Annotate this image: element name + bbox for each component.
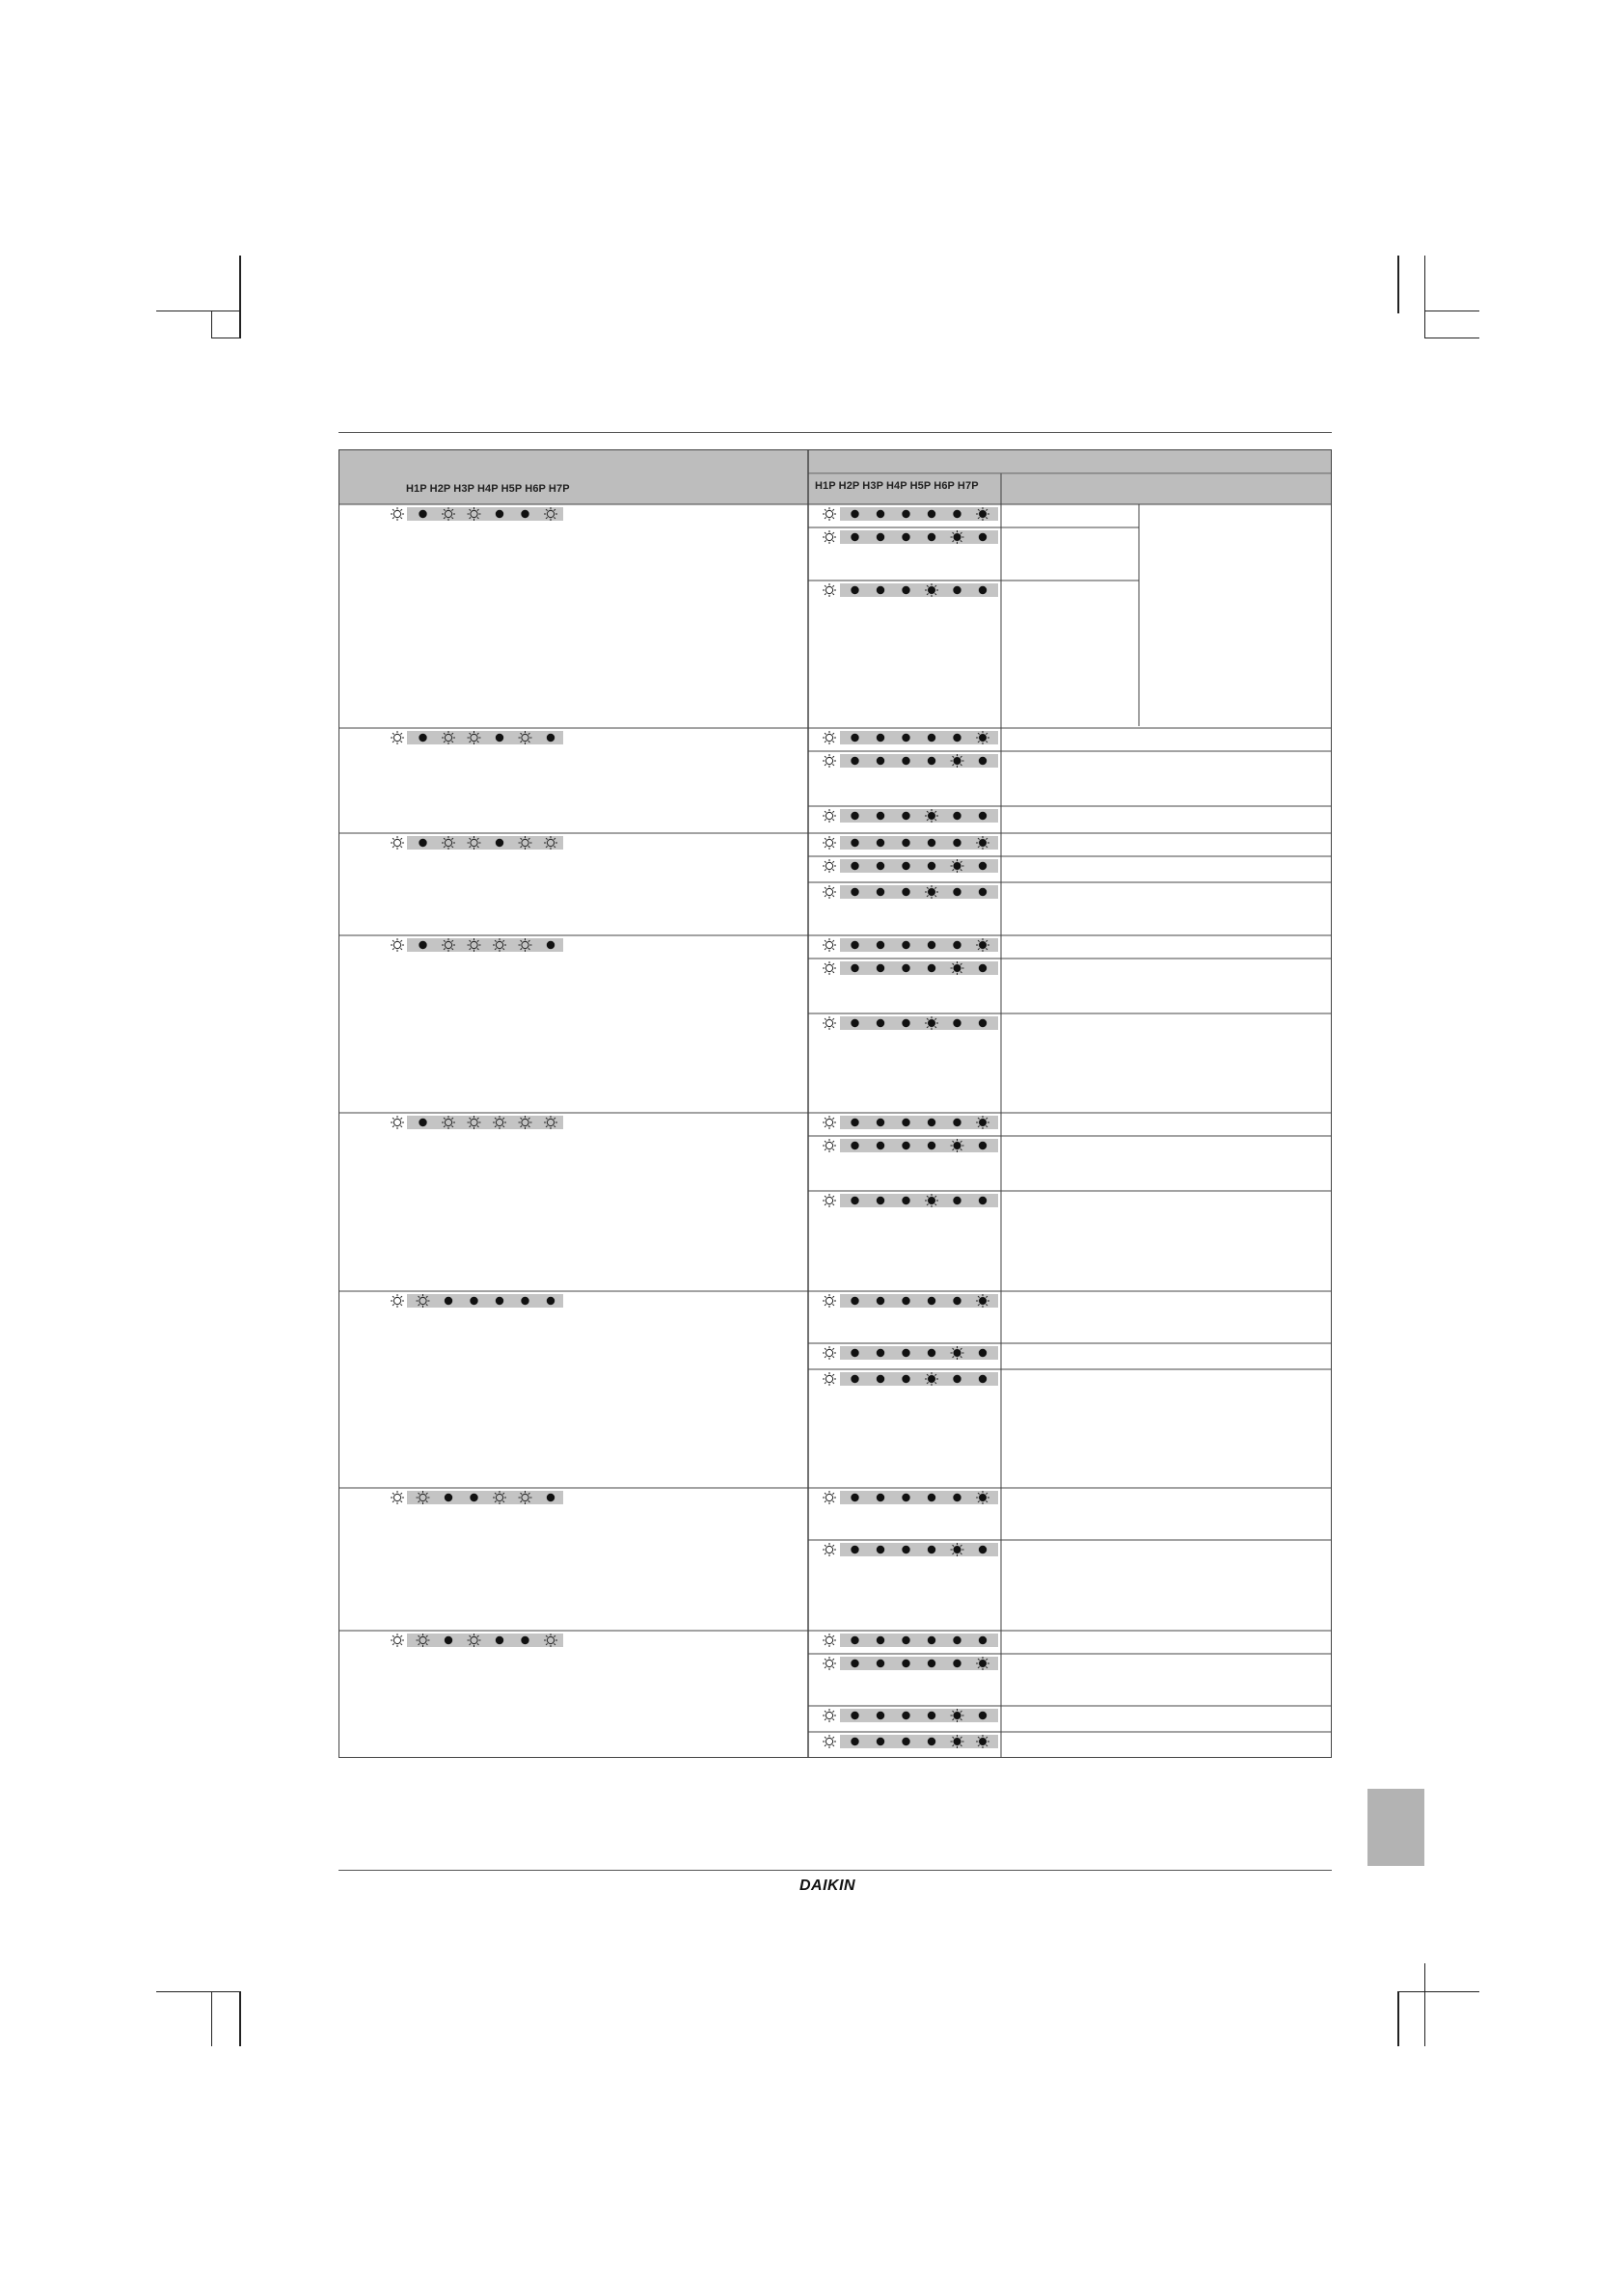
- led-off-icon: [979, 1349, 987, 1357]
- led-off-icon: [877, 1349, 884, 1357]
- led-off-icon: [877, 1375, 884, 1383]
- led-off-icon: [877, 757, 884, 765]
- led-blinking-icon: [823, 583, 836, 597]
- led-off-icon: [470, 1297, 477, 1305]
- led-off-icon: [953, 734, 961, 742]
- led-off-icon: [953, 812, 961, 820]
- led-off-icon: [851, 1712, 858, 1719]
- led-off-icon: [877, 1636, 884, 1644]
- led-strip: [407, 1491, 563, 1504]
- led-off-icon: [928, 1494, 935, 1501]
- led-off-icon: [851, 734, 858, 742]
- led-off-icon: [953, 1019, 961, 1027]
- led-strip: [840, 1372, 998, 1386]
- led-flashing-icon: [951, 1709, 964, 1722]
- led-off-icon: [953, 1660, 961, 1667]
- led-strip: [840, 859, 998, 873]
- led-strip: [840, 1016, 998, 1030]
- led-off-icon: [902, 1636, 909, 1644]
- led-off-icon: [902, 1197, 909, 1204]
- footer-rule: [338, 1870, 1332, 1871]
- led-blinking-icon: [823, 1709, 836, 1722]
- led-off-icon: [902, 812, 909, 820]
- led-blinking-icon: [823, 1634, 836, 1647]
- led-off-icon: [928, 757, 935, 765]
- led-off-icon: [521, 1297, 528, 1305]
- led-off-icon: [979, 1197, 987, 1204]
- led-off-icon: [851, 812, 858, 820]
- led-flashing-icon: [925, 1016, 938, 1030]
- led-blinking-icon: [823, 507, 836, 521]
- led-strip: [840, 1294, 998, 1308]
- led-off-icon: [979, 964, 987, 972]
- led-strip: [840, 1194, 998, 1207]
- led-blinking-icon: [823, 731, 836, 744]
- led-strip: [840, 1634, 998, 1647]
- led-off-icon: [851, 1019, 858, 1027]
- led-off-icon: [851, 1349, 858, 1357]
- led-strip: [840, 938, 998, 952]
- left-header-cell: [338, 449, 808, 504]
- led-off-icon: [851, 586, 858, 594]
- led-flashing-icon: [951, 1543, 964, 1556]
- led-blinking-icon: [391, 731, 404, 744]
- led-blinking-icon: [391, 836, 404, 850]
- led-blinking-icon: [823, 1194, 836, 1207]
- crop-mark: [1397, 1991, 1399, 2046]
- led-off-icon: [928, 533, 935, 541]
- led-off-icon: [979, 533, 987, 541]
- led-blinking-icon: [391, 1634, 404, 1647]
- led-blinking-icon: [823, 1116, 836, 1129]
- led-off-icon: [928, 734, 935, 742]
- led-off-icon: [877, 1119, 884, 1126]
- led-strip: [840, 809, 998, 823]
- led-off-icon: [851, 888, 858, 896]
- led-off-icon: [851, 533, 858, 541]
- led-off-icon: [953, 888, 961, 896]
- led-off-icon: [902, 1119, 909, 1126]
- led-off-icon: [851, 1119, 858, 1126]
- led-blinking-icon: [823, 961, 836, 975]
- led-strip: [840, 1139, 998, 1152]
- led-off-icon: [496, 1636, 503, 1644]
- led-flashing-icon: [976, 1491, 989, 1504]
- led-off-icon: [902, 862, 909, 870]
- led-off-icon: [953, 839, 961, 847]
- led-blinking-icon: [823, 530, 836, 544]
- led-flashing-icon: [976, 1735, 989, 1748]
- led-strip: [840, 885, 998, 899]
- led-off-icon: [953, 1297, 961, 1305]
- led-off-icon: [877, 888, 884, 896]
- led-off-icon: [979, 757, 987, 765]
- led-off-icon: [902, 1349, 909, 1357]
- led-off-icon: [928, 510, 935, 518]
- led-off-icon: [928, 1349, 935, 1357]
- led-off-icon: [902, 888, 909, 896]
- led-off-icon: [953, 941, 961, 949]
- led-strip: [407, 731, 563, 744]
- led-off-icon: [877, 734, 884, 742]
- led-flashing-icon: [925, 1372, 938, 1386]
- led-off-icon: [979, 812, 987, 820]
- led-off-icon: [419, 1119, 426, 1126]
- led-strip: [407, 836, 563, 850]
- led-off-icon: [877, 941, 884, 949]
- led-off-icon: [851, 757, 858, 765]
- led-blinking-icon: [823, 885, 836, 899]
- led-flashing-icon: [951, 530, 964, 544]
- led-strip: [840, 1491, 998, 1504]
- led-off-icon: [419, 510, 426, 518]
- led-off-icon: [928, 1712, 935, 1719]
- led-flashing-icon: [951, 1346, 964, 1360]
- led-off-icon: [902, 941, 909, 949]
- led-off-icon: [928, 839, 935, 847]
- crop-mark: [211, 311, 212, 338]
- crop-mark: [1397, 256, 1399, 313]
- led-blinking-icon: [823, 1016, 836, 1030]
- led-strip: [840, 1709, 998, 1722]
- led-strip: [840, 1735, 998, 1748]
- led-off-icon: [902, 757, 909, 765]
- led-off-icon: [419, 839, 426, 847]
- led-blinking-icon: [823, 1346, 836, 1360]
- led-off-icon: [928, 1636, 935, 1644]
- led-off-icon: [877, 1660, 884, 1667]
- led-off-icon: [851, 1142, 858, 1149]
- led-blinking-icon: [823, 809, 836, 823]
- led-off-icon: [902, 586, 909, 594]
- led-off-icon: [928, 1297, 935, 1305]
- led-off-icon: [877, 510, 884, 518]
- led-blinking-icon: [823, 859, 836, 873]
- table-border: [339, 450, 1332, 1758]
- led-strip: [840, 836, 998, 850]
- led-blinking-icon: [823, 938, 836, 952]
- led-strip: [840, 754, 998, 768]
- led-blinking-icon: [391, 1116, 404, 1129]
- led-strip: [840, 1657, 998, 1670]
- led-off-icon: [877, 1738, 884, 1745]
- led-off-icon: [851, 1738, 858, 1745]
- led-off-icon: [979, 1712, 987, 1719]
- led-off-icon: [851, 964, 858, 972]
- led-strip: [407, 938, 563, 952]
- led-flashing-icon: [976, 731, 989, 744]
- led-off-icon: [877, 1297, 884, 1305]
- led-off-icon: [979, 1019, 987, 1027]
- led-blinking-icon: [823, 1543, 836, 1556]
- led-off-icon: [547, 734, 555, 742]
- crop-mark: [211, 1991, 212, 2046]
- led-strip: [840, 583, 998, 597]
- led-off-icon: [470, 1494, 477, 1501]
- crop-mark: [1424, 1963, 1425, 2046]
- led-off-icon: [928, 1660, 935, 1667]
- led-off-icon: [445, 1636, 452, 1644]
- crop-mark: [1397, 1991, 1479, 1992]
- led-flashing-icon: [951, 1735, 964, 1748]
- section-tab-marker: [1367, 1789, 1424, 1866]
- led-off-icon: [851, 510, 858, 518]
- led-off-icon: [902, 1142, 909, 1149]
- led-off-icon: [496, 1297, 503, 1305]
- led-off-icon: [928, 862, 935, 870]
- led-off-icon: [851, 1546, 858, 1553]
- led-off-icon: [851, 1197, 858, 1204]
- led-off-icon: [851, 941, 858, 949]
- led-flashing-icon: [925, 583, 938, 597]
- led-off-icon: [902, 734, 909, 742]
- led-strip: [840, 1543, 998, 1556]
- led-flashing-icon: [925, 1194, 938, 1207]
- led-blinking-icon: [823, 1657, 836, 1670]
- led-strip: [407, 1294, 563, 1308]
- led-flashing-icon: [951, 859, 964, 873]
- led-off-icon: [547, 1494, 555, 1501]
- led-off-icon: [928, 964, 935, 972]
- led-status-table: [338, 449, 1332, 1758]
- led-off-icon: [851, 839, 858, 847]
- led-off-icon: [953, 510, 961, 518]
- led-off-icon: [902, 1019, 909, 1027]
- led-off-icon: [953, 1375, 961, 1383]
- crop-mark: [1424, 256, 1425, 338]
- led-blinking-icon: [823, 1294, 836, 1308]
- led-off-icon: [928, 1119, 935, 1126]
- led-off-icon: [877, 1019, 884, 1027]
- led-off-icon: [547, 941, 555, 949]
- led-off-icon: [851, 862, 858, 870]
- header-rule: [338, 432, 1332, 433]
- led-off-icon: [851, 1636, 858, 1644]
- led-flashing-icon: [976, 938, 989, 952]
- led-flashing-icon: [951, 961, 964, 975]
- crop-mark: [156, 1991, 241, 1992]
- led-off-icon: [902, 1660, 909, 1667]
- led-blinking-icon: [391, 938, 404, 952]
- led-flashing-icon: [925, 809, 938, 823]
- led-off-icon: [877, 862, 884, 870]
- led-strip: [840, 961, 998, 975]
- led-off-icon: [902, 964, 909, 972]
- table-grid: [338, 449, 1332, 1758]
- led-off-icon: [877, 586, 884, 594]
- led-off-icon: [953, 1197, 961, 1204]
- led-strip: [840, 530, 998, 544]
- led-blinking-icon: [823, 1735, 836, 1748]
- led-off-icon: [877, 964, 884, 972]
- led-off-icon: [979, 1636, 987, 1644]
- led-off-icon: [851, 1660, 858, 1667]
- left-header-led-labels: H1P H2P H3P H4P H5P H6P H7P: [406, 483, 570, 495]
- led-off-icon: [902, 533, 909, 541]
- led-flashing-icon: [976, 836, 989, 850]
- led-off-icon: [953, 586, 961, 594]
- led-off-icon: [902, 1712, 909, 1719]
- led-blinking-icon: [823, 1491, 836, 1504]
- led-off-icon: [928, 1738, 935, 1745]
- right-header-top-cell: [808, 449, 1332, 473]
- led-off-icon: [496, 510, 503, 518]
- led-strip: [407, 1116, 563, 1129]
- led-off-icon: [445, 1297, 452, 1305]
- led-flashing-icon: [976, 1657, 989, 1670]
- led-off-icon: [547, 1297, 555, 1305]
- led-strip: [840, 731, 998, 744]
- led-off-icon: [979, 1375, 987, 1383]
- led-blinking-icon: [823, 754, 836, 768]
- led-blinking-icon: [391, 1294, 404, 1308]
- led-off-icon: [851, 1494, 858, 1501]
- led-off-icon: [953, 1636, 961, 1644]
- led-off-icon: [521, 510, 528, 518]
- led-off-icon: [877, 1546, 884, 1553]
- led-off-icon: [902, 510, 909, 518]
- led-off-icon: [877, 533, 884, 541]
- led-off-icon: [902, 1494, 909, 1501]
- led-flashing-icon: [976, 1116, 989, 1129]
- led-off-icon: [902, 1738, 909, 1745]
- led-off-icon: [902, 839, 909, 847]
- led-off-icon: [979, 888, 987, 896]
- crop-mark: [239, 1991, 241, 2046]
- led-flashing-icon: [925, 885, 938, 899]
- led-flashing-icon: [976, 507, 989, 521]
- led-off-icon: [445, 1494, 452, 1501]
- led-off-icon: [877, 839, 884, 847]
- led-off-icon: [902, 1297, 909, 1305]
- led-strip: [407, 507, 563, 521]
- led-off-icon: [979, 862, 987, 870]
- led-off-icon: [877, 1197, 884, 1204]
- right-header-led-labels: H1P H2P H3P H4P H5P H6P H7P: [815, 480, 979, 492]
- led-off-icon: [496, 839, 503, 847]
- led-strip: [840, 1116, 998, 1129]
- led-off-icon: [496, 734, 503, 742]
- led-off-icon: [877, 812, 884, 820]
- led-off-icon: [419, 734, 426, 742]
- led-flashing-icon: [976, 1294, 989, 1308]
- led-off-icon: [928, 941, 935, 949]
- led-flashing-icon: [951, 1139, 964, 1152]
- led-flashing-icon: [951, 754, 964, 768]
- crop-mark: [239, 256, 241, 338]
- led-off-icon: [979, 586, 987, 594]
- led-off-icon: [877, 1142, 884, 1149]
- led-off-icon: [851, 1375, 858, 1383]
- led-off-icon: [521, 1636, 528, 1644]
- led-off-icon: [902, 1375, 909, 1383]
- led-blinking-icon: [823, 1139, 836, 1152]
- led-strip: [840, 507, 998, 521]
- led-off-icon: [877, 1712, 884, 1719]
- led-off-icon: [979, 1142, 987, 1149]
- led-off-icon: [928, 1546, 935, 1553]
- led-strip: [840, 1346, 998, 1360]
- led-blinking-icon: [391, 507, 404, 521]
- led-off-icon: [851, 1297, 858, 1305]
- led-strip: [407, 1634, 563, 1647]
- daikin-logo-text: DAIKIN: [799, 1877, 856, 1894]
- led-off-icon: [877, 1494, 884, 1501]
- led-off-icon: [928, 1142, 935, 1149]
- led-blinking-icon: [823, 836, 836, 850]
- led-off-icon: [953, 1119, 961, 1126]
- led-blinking-icon: [391, 1491, 404, 1504]
- daikin-logo: [798, 1874, 875, 1895]
- led-off-icon: [419, 941, 426, 949]
- led-off-icon: [953, 1494, 961, 1501]
- led-off-icon: [979, 1546, 987, 1553]
- led-blinking-icon: [823, 1372, 836, 1386]
- led-off-icon: [902, 1546, 909, 1553]
